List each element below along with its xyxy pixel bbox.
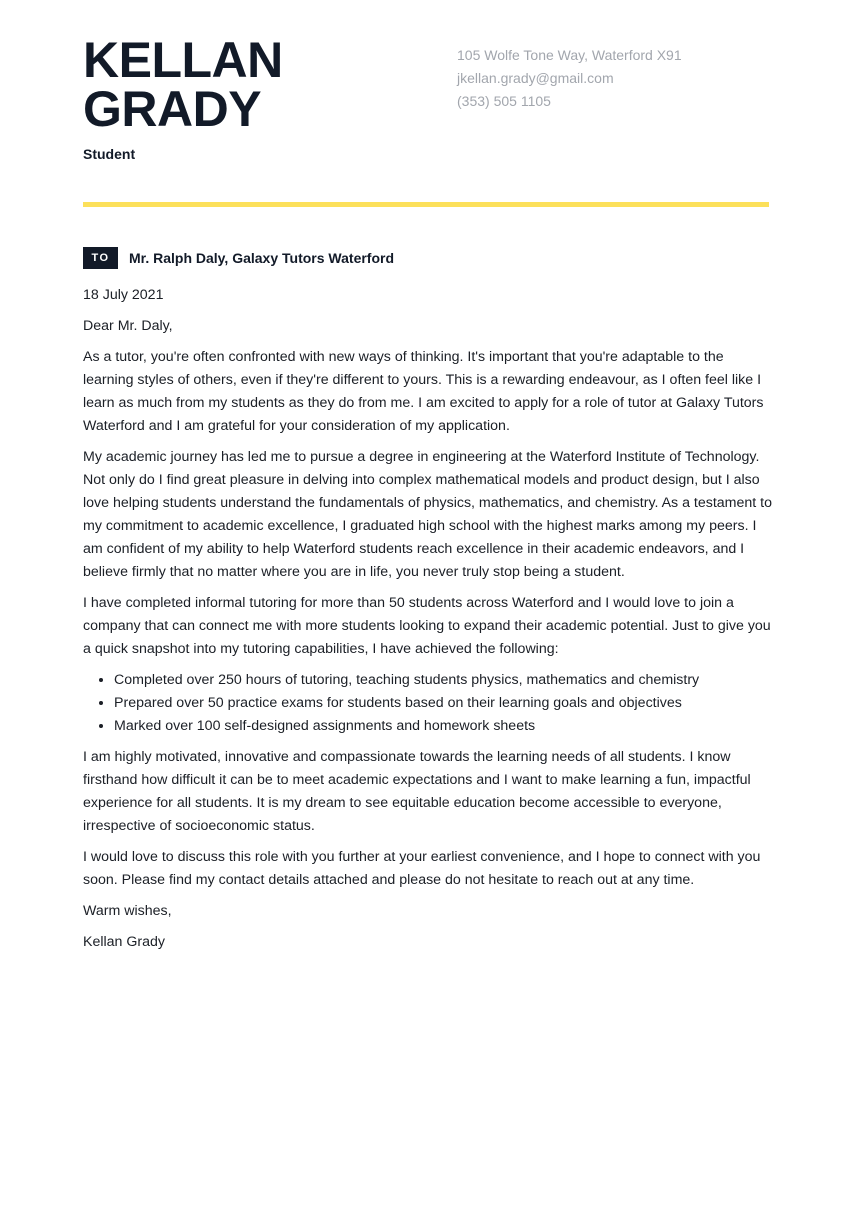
email-text: jkellan.grady@gmail.com <box>457 70 614 86</box>
paragraph: I am highly motivated, innovative and compassionate towards the learning needs of all students. I know firsthand how difficult it can be to meet academic expectations and I want to make learning a fun, impactful experience for all students. It is my dream to see equitable education become accessible to everyone, irrespective of socioeconomic status. <box>83 749 751 834</box>
signature: Kellan Grady <box>83 934 166 950</box>
recipient-row <box>83 247 394 269</box>
paragraph: My academic journey has led me to pursue a degree in engineering at the Waterford Institute of Technology. Not only do I find great pleasure in delving into complex mathematical models and product design, but I also love helping students understand the fundamentals of physics, mathematics, and chemistry. As a testament to my commitment to academic excellence, I graduated high school with the highest marks among my peers. I am confident of my ability to help Waterford students reach excellence in their academic endeavors, and I believe firmly that no matter where you are in life, you never truly stop being a student. <box>83 449 772 580</box>
phone-text: (353) 505 1105 <box>457 93 551 109</box>
signoff: Warm wishes, <box>83 903 172 919</box>
header-divider <box>83 202 769 207</box>
salutation: Dear Mr. Daly, <box>83 318 173 334</box>
paragraph: I would love to discuss this role with you further at your earliest convenience, and I hope to connect with you soon. Please find my contact details attached and please do not hesitate to reach out at any time. <box>83 849 761 888</box>
address-text: 105 Wolfe Tone Way, Waterford X91 <box>457 47 682 63</box>
first-name: KELLAN <box>83 32 283 88</box>
applicant-name <box>83 32 283 137</box>
list-item: • Marked over 100 self-designed assignments and homework sheets <box>114 715 773 738</box>
list-item: • Completed over 250 hours of tutoring, teaching students physics, mathematics and chemistry <box>114 669 773 692</box>
letter-body <box>83 284 773 962</box>
recipient-name: Mr. Ralph Daly, Galaxy Tutors Waterford <box>129 250 395 266</box>
to-badge: TO <box>83 247 118 269</box>
list-item: • Prepared over 50 practice exams for students based on their learning goals and objectives <box>114 692 773 715</box>
applicant-role: Student <box>83 146 136 162</box>
contact-block <box>457 44 682 113</box>
paragraph: I have completed informal tutoring for more than 50 students across Waterford and I would love to join a company that can connect me with more students looking to expand their academic potential. Just to give you a quick snapshot into my tutoring capabilities, I have achieved the following: <box>83 595 771 657</box>
paragraph: As a tutor, you're often confronted with new ways of thinking. It's important that you're adaptable to the learning styles of others, even if they're different to yours. This is a rewarding endeavour, as I often feel like I learn as much from my students as they do from me. I am excited to apply for a role of tutor at Galaxy Tutors Waterford and I am grateful for your consideration of my application. <box>83 349 764 434</box>
last-name: GRADY <box>83 81 262 137</box>
achievements-list <box>83 669 773 738</box>
letter-date: 18 July 2021 <box>83 287 164 303</box>
